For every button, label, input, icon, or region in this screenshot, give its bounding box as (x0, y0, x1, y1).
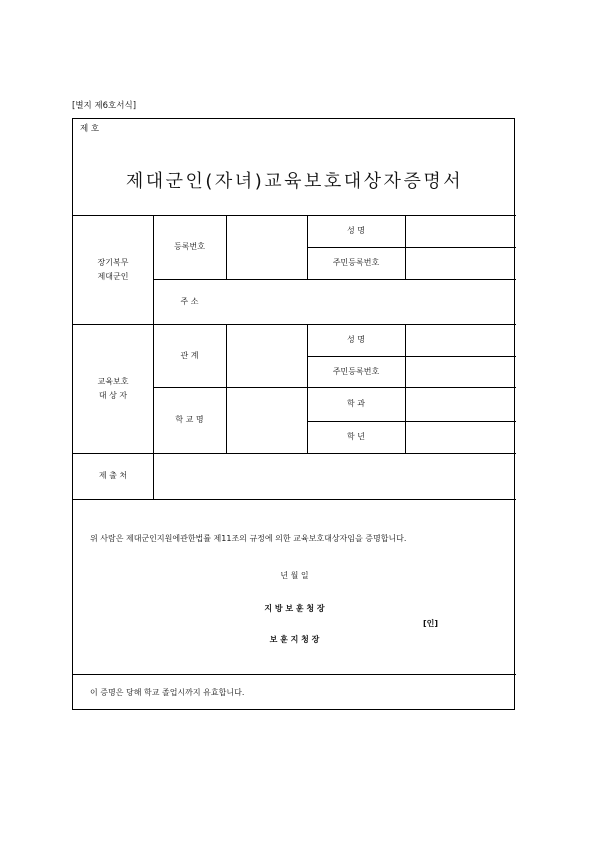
registration-number-label: 등록번호 (174, 242, 205, 251)
submit-to-field[interactable] (154, 454, 515, 498)
certificate-frame (72, 118, 515, 710)
department-field[interactable] (406, 388, 515, 420)
veteran-section-label (73, 215, 153, 324)
grade-field[interactable] (406, 422, 515, 452)
address-label: 주 소 (180, 296, 199, 306)
divider (73, 674, 516, 675)
target-name-field[interactable] (406, 325, 515, 355)
target-resident-number-field[interactable] (406, 357, 515, 386)
veteran-resident-number-label: 주민등록번호 (332, 258, 380, 267)
veteran-label-line2: 제대군인 (97, 271, 129, 281)
veteran-name-label: 성 명 (347, 226, 365, 235)
veteran-label-line1: 장기복무 (97, 257, 129, 267)
submit-to-label: 제 출 처 (98, 471, 128, 480)
branch-office-head: 보 훈 지 청 장 (269, 635, 320, 644)
relation-field[interactable] (227, 325, 306, 386)
target-section-label (73, 324, 153, 453)
school-name-field[interactable] (227, 388, 306, 452)
target-label-line1: 교육보호 (97, 376, 129, 386)
school-name-label: 학 교 명 (175, 415, 204, 424)
department-label: 학 과 (347, 399, 365, 408)
issue-date-line: 년 월 일 (280, 571, 309, 580)
target-resident-number-label: 주민등록번호 (332, 366, 380, 376)
target-name-label: 성 명 (347, 335, 365, 344)
relation-label: 관 계 (180, 350, 199, 360)
veteran-name-field[interactable] (406, 216, 515, 246)
target-label-line2: 대 상 자 (98, 390, 128, 400)
certification-statement: 위 사람은 제대군인지원에관한법률 제11조의 규정에 의한 교육보호대상자임을 증명합니다. (90, 534, 407, 543)
seal-mark: [인] (423, 619, 439, 628)
form-number-label: [별지 제6호서식] (72, 101, 137, 111)
regional-office-head: 지 방 보 훈 청 장 (264, 604, 325, 613)
document-title: 제대군인(자녀)교육보호대상자증명서 (125, 171, 464, 192)
certificate-number-label: 제 호 (80, 124, 100, 134)
grade-label: 학 년 (347, 432, 365, 441)
divider (73, 499, 516, 500)
address-field[interactable] (227, 280, 515, 323)
registration-number-field[interactable] (227, 216, 306, 278)
validity-note: 이 증명은 당해 학교 졸업시까지 유효합니다. (90, 688, 245, 697)
veteran-resident-number-field[interactable] (406, 248, 515, 278)
